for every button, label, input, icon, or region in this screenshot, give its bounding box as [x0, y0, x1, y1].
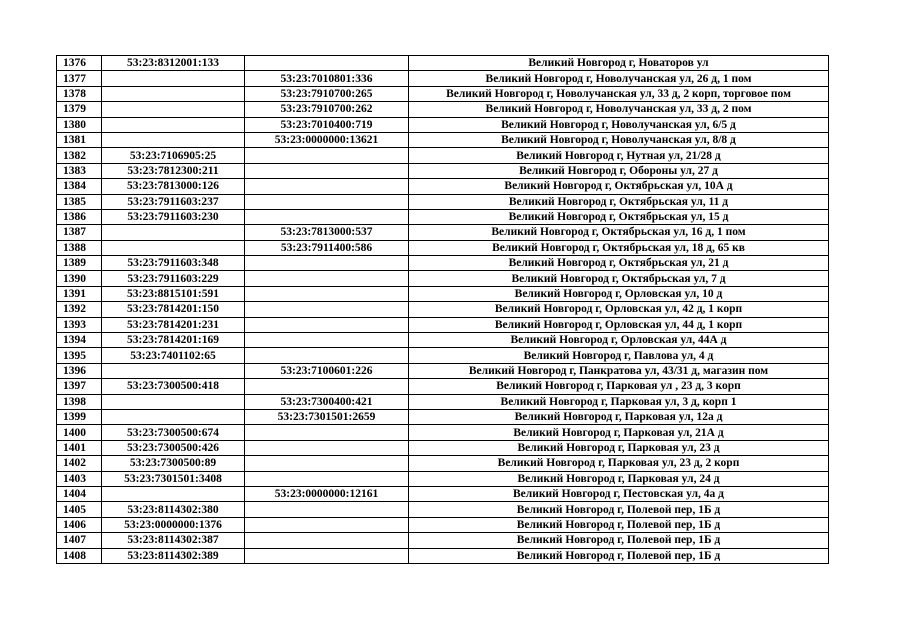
building-cadastral-cell: 53:23:7010801:336	[245, 71, 409, 86]
table-row	[57, 471, 829, 486]
address-cell: Великий Новгород г, Обороны ул, 27 д	[409, 163, 829, 178]
building-cadastral-cell: 53:23:7911400:586	[245, 240, 409, 255]
cadastral-number-cell: 53:23:8114302:387	[102, 533, 245, 548]
building-cadastral-cell	[245, 440, 409, 455]
building-cadastral-cell: 53:23:7301501:2659	[245, 409, 409, 424]
row-number-cell: 1377	[57, 71, 102, 86]
row-number-cell: 1408	[57, 548, 102, 563]
cadastral-number-cell: 53:23:7813000:126	[102, 179, 245, 194]
row-number-cell: 1380	[57, 117, 102, 132]
building-cadastral-cell	[245, 533, 409, 548]
row-number-cell: 1384	[57, 179, 102, 194]
building-cadastral-cell: 53:23:0000000:13621	[245, 132, 409, 147]
cadastral-number-cell: 53:23:7911603:230	[102, 209, 245, 224]
building-cadastral-cell	[245, 425, 409, 440]
building-cadastral-cell	[245, 286, 409, 301]
building-cadastral-cell	[245, 209, 409, 224]
cadastral-number-cell	[102, 86, 245, 101]
building-cadastral-cell	[245, 548, 409, 563]
address-cell: Великий Новгород г, Новаторов ул	[409, 56, 829, 71]
table-row	[57, 194, 829, 209]
address-cell: Великий Новгород г, Орловская ул, 10 д	[409, 286, 829, 301]
table-row	[57, 209, 829, 224]
cadastral-number-cell	[102, 225, 245, 240]
document-page	[56, 55, 829, 564]
cadastral-number-cell	[102, 240, 245, 255]
building-cadastral-cell: 53:23:7813000:537	[245, 225, 409, 240]
building-cadastral-cell	[245, 317, 409, 332]
cadastral-number-cell: 53:23:0000000:1376	[102, 517, 245, 532]
table-row	[57, 271, 829, 286]
row-number-cell: 1407	[57, 533, 102, 548]
building-cadastral-cell	[245, 179, 409, 194]
building-cadastral-cell: 53:23:0000000:12161	[245, 486, 409, 501]
cadastral-number-cell: 53:23:7814201:231	[102, 317, 245, 332]
address-cell: Великий Новгород г, Октябрьская ул, 21 д	[409, 256, 829, 271]
building-cadastral-cell: 53:23:7300400:421	[245, 394, 409, 409]
table-row	[57, 486, 829, 501]
address-cell: Великий Новгород г, Парковая ул, 12а д	[409, 409, 829, 424]
row-number-cell: 1379	[57, 102, 102, 117]
property-table	[56, 55, 829, 564]
table-row	[57, 56, 829, 71]
address-cell: Великий Новгород г, Октябрьская ул, 10А д	[409, 179, 829, 194]
building-cadastral-cell	[245, 194, 409, 209]
cadastral-number-cell: 53:23:7300500:418	[102, 379, 245, 394]
cadastral-number-cell	[102, 394, 245, 409]
cadastral-number-cell	[102, 102, 245, 117]
row-number-cell: 1378	[57, 86, 102, 101]
row-number-cell: 1402	[57, 456, 102, 471]
building-cadastral-cell	[245, 456, 409, 471]
table-row	[57, 409, 829, 424]
cadastral-number-cell: 53:23:7911603:229	[102, 271, 245, 286]
table-row	[57, 117, 829, 132]
building-cadastral-cell	[245, 163, 409, 178]
address-cell: Великий Новгород г, Полевой пер, 1Б д	[409, 548, 829, 563]
address-cell: Великий Новгород г, Полевой пер, 1Б д	[409, 502, 829, 517]
table-body	[57, 56, 829, 564]
address-cell: Великий Новгород г, Парковая ул, 23 д	[409, 440, 829, 455]
building-cadastral-cell	[245, 348, 409, 363]
building-cadastral-cell	[245, 333, 409, 348]
row-number-cell: 1383	[57, 163, 102, 178]
cadastral-number-cell: 53:23:8114302:380	[102, 502, 245, 517]
row-number-cell: 1391	[57, 286, 102, 301]
table-row	[57, 440, 829, 455]
table-row	[57, 240, 829, 255]
address-cell: Великий Новгород г, Новолучанская ул, 8/8 д	[409, 132, 829, 147]
table-row	[57, 256, 829, 271]
table-row	[57, 394, 829, 409]
table-row	[57, 502, 829, 517]
address-cell: Великий Новгород г, Новолучанская ул, 33 д, 2 корп, торговое пом	[409, 86, 829, 101]
cadastral-number-cell: 53:23:7401102:65	[102, 348, 245, 363]
table-row	[57, 102, 829, 117]
cadastral-number-cell	[102, 363, 245, 378]
row-number-cell: 1401	[57, 440, 102, 455]
table-row	[57, 225, 829, 240]
address-cell: Великий Новгород г, Панкратова ул, 43/31 д, магазин пом	[409, 363, 829, 378]
row-number-cell: 1396	[57, 363, 102, 378]
building-cadastral-cell: 53:23:7010400:719	[245, 117, 409, 132]
address-cell: Великий Новгород г, Новолучанская ул, 26 д, 1 пом	[409, 71, 829, 86]
address-cell: Великий Новгород г, Октябрьская ул, 18 д, 65 кв	[409, 240, 829, 255]
row-number-cell: 1389	[57, 256, 102, 271]
building-cadastral-cell	[245, 517, 409, 532]
table-row	[57, 517, 829, 532]
address-cell: Великий Новгород г, Павлова ул, 4 д	[409, 348, 829, 363]
row-number-cell: 1386	[57, 209, 102, 224]
cadastral-number-cell	[102, 71, 245, 86]
row-number-cell: 1387	[57, 225, 102, 240]
table-row	[57, 548, 829, 563]
cadastral-number-cell: 53:23:7300500:426	[102, 440, 245, 455]
row-number-cell: 1398	[57, 394, 102, 409]
row-number-cell: 1397	[57, 379, 102, 394]
table-row	[57, 86, 829, 101]
row-number-cell: 1394	[57, 333, 102, 348]
address-cell: Великий Новгород г, Парковая ул , 23 д, 3 корп	[409, 379, 829, 394]
table-row	[57, 148, 829, 163]
table-row	[57, 379, 829, 394]
address-cell: Великий Новгород г, Полевой пер, 1Б д	[409, 533, 829, 548]
row-number-cell: 1388	[57, 240, 102, 255]
table-row	[57, 456, 829, 471]
address-cell: Великий Новгород г, Октябрьская ул, 16 д, 1 пом	[409, 225, 829, 240]
cadastral-number-cell: 53:23:7300500:89	[102, 456, 245, 471]
cadastral-number-cell: 53:23:7911603:237	[102, 194, 245, 209]
cadastral-number-cell	[102, 132, 245, 147]
table-row	[57, 425, 829, 440]
cadastral-number-cell: 53:23:7812300:211	[102, 163, 245, 178]
address-cell: Великий Новгород г, Орловская ул, 44 д, 1 корп	[409, 317, 829, 332]
row-number-cell: 1399	[57, 409, 102, 424]
building-cadastral-cell	[245, 502, 409, 517]
table-row	[57, 317, 829, 332]
cadastral-number-cell: 53:23:7814201:169	[102, 333, 245, 348]
table-row	[57, 132, 829, 147]
cadastral-number-cell: 53:23:8815101:591	[102, 286, 245, 301]
building-cadastral-cell	[245, 379, 409, 394]
address-cell: Великий Новгород г, Новолучанская ул, 6/5 д	[409, 117, 829, 132]
building-cadastral-cell	[245, 271, 409, 286]
building-cadastral-cell	[245, 256, 409, 271]
building-cadastral-cell: 53:23:7910700:262	[245, 102, 409, 117]
cadastral-number-cell	[102, 486, 245, 501]
row-number-cell: 1405	[57, 502, 102, 517]
row-number-cell: 1406	[57, 517, 102, 532]
row-number-cell: 1385	[57, 194, 102, 209]
address-cell: Великий Новгород г, Пестовская ул, 4а д	[409, 486, 829, 501]
row-number-cell: 1382	[57, 148, 102, 163]
building-cadastral-cell: 53:23:7100601:226	[245, 363, 409, 378]
address-cell: Великий Новгород г, Орловская ул, 42 д, 1 корп	[409, 302, 829, 317]
address-cell: Великий Новгород г, Орловская ул, 44А д	[409, 333, 829, 348]
address-cell: Великий Новгород г, Парковая ул, 24 д	[409, 471, 829, 486]
cadastral-number-cell: 53:23:7814201:150	[102, 302, 245, 317]
cadastral-number-cell: 53:23:8114302:389	[102, 548, 245, 563]
address-cell: Великий Новгород г, Парковая ул, 3 д, корп 1	[409, 394, 829, 409]
building-cadastral-cell	[245, 302, 409, 317]
table-row	[57, 302, 829, 317]
cadastral-number-cell	[102, 117, 245, 132]
table-row	[57, 333, 829, 348]
row-number-cell: 1400	[57, 425, 102, 440]
row-number-cell: 1403	[57, 471, 102, 486]
cadastral-number-cell: 53:23:8312001:133	[102, 56, 245, 71]
table-row	[57, 163, 829, 178]
address-cell: Великий Новгород г, Новолучанская ул, 33 д, 2 пом	[409, 102, 829, 117]
building-cadastral-cell	[245, 471, 409, 486]
table-row	[57, 286, 829, 301]
address-cell: Великий Новгород г, Октябрьская ул, 7 д	[409, 271, 829, 286]
cadastral-number-cell: 53:23:7911603:348	[102, 256, 245, 271]
address-cell: Великий Новгород г, Нутная ул, 21/28 д	[409, 148, 829, 163]
row-number-cell: 1390	[57, 271, 102, 286]
table-row	[57, 71, 829, 86]
address-cell: Великий Новгород г, Парковая ул, 23 д, 2 корп	[409, 456, 829, 471]
building-cadastral-cell: 53:23:7910700:265	[245, 86, 409, 101]
table-row	[57, 533, 829, 548]
row-number-cell: 1376	[57, 56, 102, 71]
cadastral-number-cell: 53:23:7300500:674	[102, 425, 245, 440]
address-cell: Великий Новгород г, Октябрьская ул, 11 д	[409, 194, 829, 209]
table-row	[57, 179, 829, 194]
address-cell: Великий Новгород г, Октябрьская ул, 15 д	[409, 209, 829, 224]
building-cadastral-cell	[245, 56, 409, 71]
address-cell: Великий Новгород г, Полевой пер, 1Б д	[409, 517, 829, 532]
building-cadastral-cell	[245, 148, 409, 163]
row-number-cell: 1392	[57, 302, 102, 317]
row-number-cell: 1395	[57, 348, 102, 363]
cadastral-number-cell: 53:23:7301501:3408	[102, 471, 245, 486]
address-cell: Великий Новгород г, Парковая ул, 21А д	[409, 425, 829, 440]
cadastral-number-cell: 53:23:7106905:25	[102, 148, 245, 163]
table-row	[57, 363, 829, 378]
table-row	[57, 348, 829, 363]
row-number-cell: 1393	[57, 317, 102, 332]
row-number-cell: 1404	[57, 486, 102, 501]
cadastral-number-cell	[102, 409, 245, 424]
row-number-cell: 1381	[57, 132, 102, 147]
